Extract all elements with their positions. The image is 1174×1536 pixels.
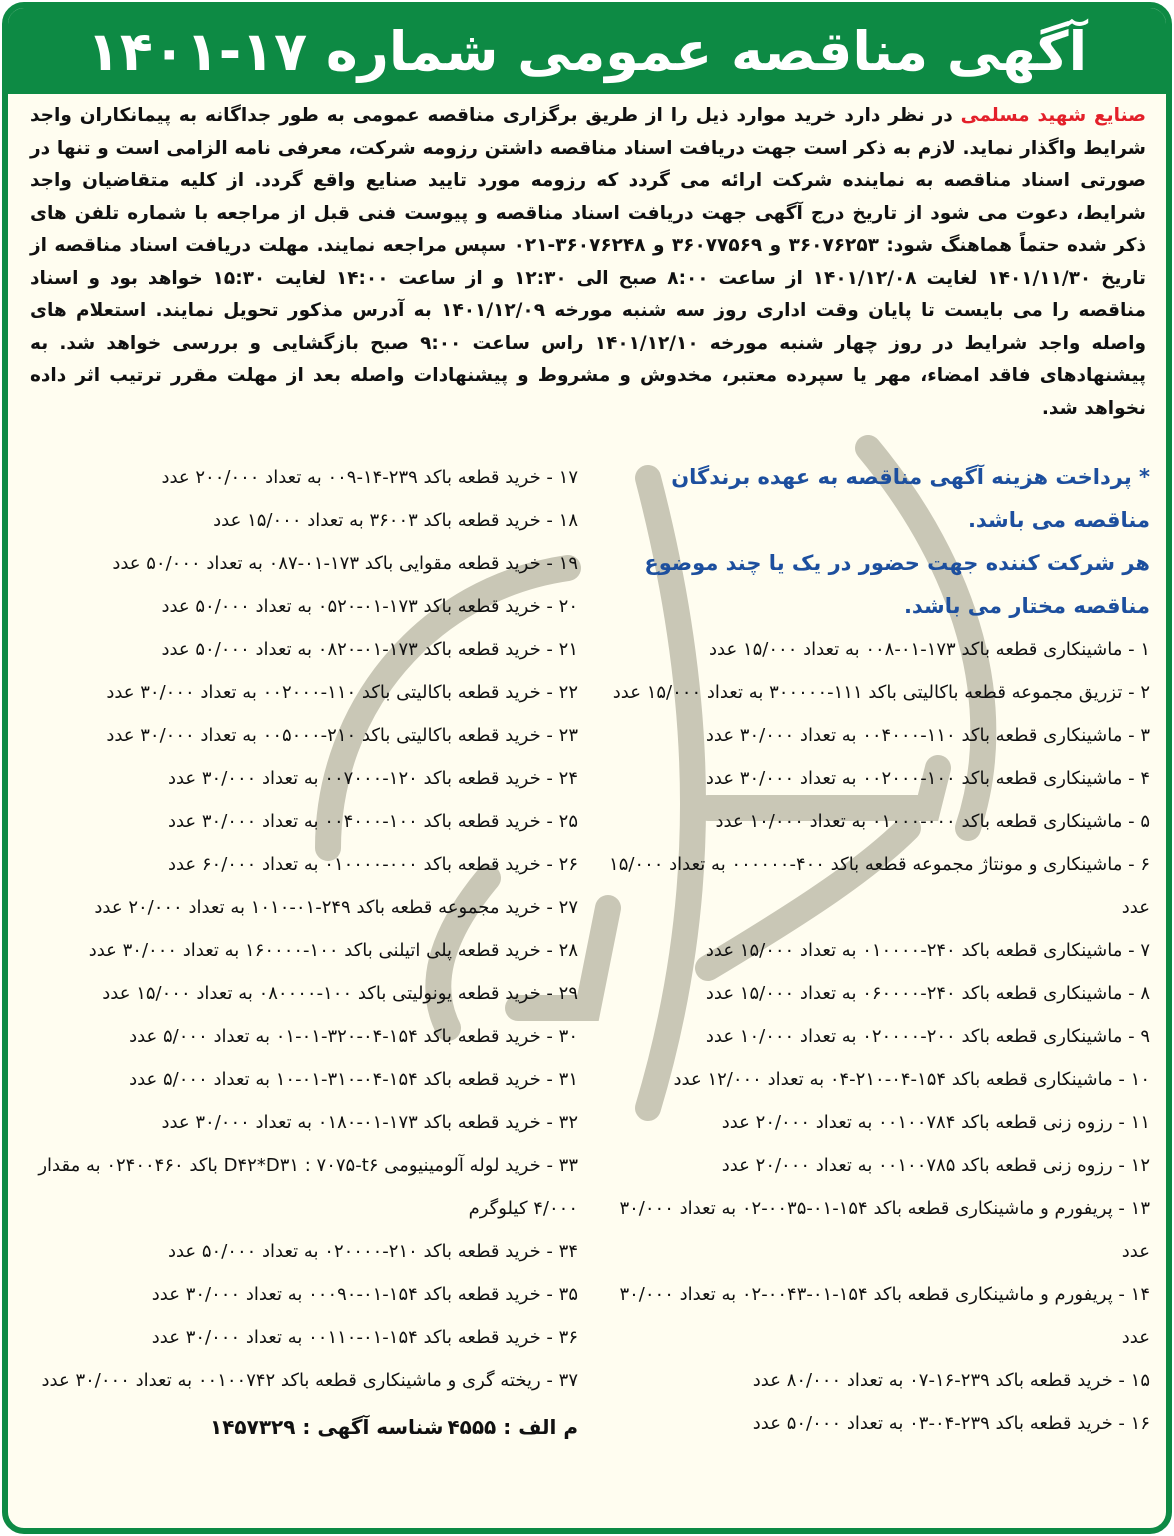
tender-item: ۷ - ماشینکاری قطعه باکد ۲۴۰-۰۱۰۰۰۰ به تعداد ۱۵/۰۰۰ عدد: [705, 940, 1150, 961]
footer: [30, 1406, 578, 1449]
tender-item: ۲۹ - خرید قطعه یونولیتی باکد ۱۰۰-۰۸۰۰۰۰ به تعداد ۱۵/۰۰۰ عدد: [102, 983, 578, 1004]
tender-item: ۱۱ - رزوه زنی قطعه باکد ۰۰۱۰۰۷۸۴ به تعداد ۲۰/۰۰۰ عدد: [721, 1112, 1150, 1133]
tender-item: ۳۳ - خرید لوله آلومینیومی D۴۲*D۳۱ : ۷۰۷۵-t۶ باکد ۰۲۴۰۰۴۶۰ به مقدار ۴/۰۰۰ کیلوگرم: [38, 1155, 578, 1219]
tender-item: ۱۸ - خرید قطعه باکد ۳۶۰۰۳ به تعداد ۱۵/۰۰۰ عدد: [213, 510, 578, 531]
tender-item: ۲۸ - خرید قطعه پلی اتیلنی باکد ۱۰۰-۱۶۰۰۰۰ به تعداد ۳۰/۰۰۰ عدد: [88, 940, 578, 961]
tender-item: ۳۶ - خرید قطعه باکد ۱۵۴-۰۱-۰۰۱۱۰ به تعداد ۳۰/۰۰۰ عدد: [151, 1327, 578, 1348]
ad-id: شناسه آگهی : ۱۴۵۷۳۲۹: [210, 1415, 444, 1439]
tender-item: ۶ - ماشینکاری و مونتاژ مجموعه قطعه باکد ۴۰۰-۰۰۰۰۰۰ به تعداد ۱۵/۰۰۰ عدد: [609, 854, 1150, 918]
tender-item: ۳۵ - خرید قطعه باکد ۱۵۴-۰۱-۰۰۰۹۰ به تعداد ۳۰/۰۰۰ عدد: [151, 1284, 578, 1305]
tender-item: ۱ - ماشینکاری قطعه باکد ۱۷۳-۰۱-۰۰۸ به تعداد ۱۵/۰۰۰ عدد: [709, 639, 1150, 660]
items-column-left: [30, 456, 578, 1449]
tender-item: ۴ - ماشینکاری قطعه باکد ۱۰۰-۰۰۲۰۰۰ به تعداد ۳۰/۰۰۰ عدد: [705, 768, 1150, 789]
tender-item: ۵ - ماشینکاری قطعه باکد ۰۰۰-۰۱۰۰۰ به تعداد ۱۰/۰۰۰ عدد: [715, 811, 1150, 832]
tender-item: ۳۷ - ریخته گری و ماشینکاری قطعه باکد ۰۰۱۰۰۷۴۲ به تعداد ۳۰/۰۰۰ عدد: [41, 1370, 578, 1391]
tender-item: ۸ - ماشینکاری قطعه باکد ۲۴۰-۰۶۰۰۰۰ به تعداد ۱۵/۰۰۰ عدد: [705, 983, 1150, 1004]
tender-item: ۲۷ - خرید مجموعه قطعه باکد ۲۴۹-۰۱-۱۰۱۰ به تعداد ۲۰/۰۰۰ عدد: [94, 897, 578, 918]
tender-item: ۲۶ - خرید قطعه باکد ۰۰۰-۰۱۰۰۰۰ به تعداد ۶۰/۰۰۰ عدد: [167, 854, 578, 875]
tender-item: ۱۹ - خرید قطعه مقوایی باکد ۱۷۳-۰۱-۰۸۷ به تعداد ۵۰/۰۰۰ عدد: [112, 553, 578, 574]
items-column-right: [602, 456, 1150, 1445]
tender-item: ۱۲ - رزوه زنی قطعه باکد ۰۰۱۰۰۷۸۵ به تعداد ۲۰/۰۰۰ عدد: [721, 1155, 1150, 1176]
tender-item: ۱۵ - خرید قطعه باکد ۲۳۹-۱۶-۰۷ به تعداد ۸۰/۰۰۰ عدد: [752, 1370, 1150, 1391]
tender-item: ۱۴ - پریفورم و ماشینکاری قطعه باکد ۱۵۴-۰۱-۰۰۴۳-۰۲ به تعداد ۳۰/۰۰۰ عدد: [619, 1284, 1150, 1348]
company-name: صنایع شهید مسلمی: [960, 105, 1147, 126]
tender-item: ۱۰ - ماشینکاری قطعه باکد ۱۵۴-۰۴-۲۱۰-۰۴ به تعداد ۱۲/۰۰۰ عدد: [673, 1069, 1150, 1090]
item-list-left: [30, 456, 578, 1402]
tender-ad: [2, 2, 1172, 1534]
tender-item: ۱۳ - پریفورم و ماشینکاری قطعه باکد ۱۵۴-۰۱-۰۰۳۵-۰۲ به تعداد ۳۰/۰۰۰ عدد: [619, 1198, 1150, 1262]
ref-number: م الف : ۴۵۵۵: [447, 1415, 578, 1439]
note-payment: * پرداخت هزینه آگهی مناقصه به عهده برندگان مناقصه می باشد.: [671, 465, 1150, 532]
tender-item: ۳۱ - خرید قطعه باکد ۱۵۴-۰۴-۳۱۰-۰۱-۱۰ به تعداد ۵/۰۰۰ عدد: [129, 1069, 578, 1090]
item-list-right: [602, 628, 1150, 1445]
intro-paragraph: [30, 100, 1146, 425]
page-title: آگهی مناقصه عمومی شماره ۱۷-۱۴۰۱: [86, 19, 1088, 83]
tender-item: ۱۶ - خرید قطعه باکد ۲۳۹-۰۴-۰۳ به تعداد ۵۰/۰۰۰ عدد: [752, 1413, 1150, 1434]
tender-item: ۲۰ - خرید قطعه باکد ۱۷۳-۰۱-۰۵۲۰ به تعداد ۵۰/۰۰۰ عدد: [161, 596, 578, 617]
tender-item: ۹ - ماشینکاری قطعه باکد ۲۰۰-۰۲۰۰۰۰ به تعداد ۱۰/۰۰۰ عدد: [705, 1026, 1150, 1047]
tender-item: ۲۲ - خرید قطعه باکالیتی باکد ۱۱۰-۰۰۲۰۰۰ به تعداد ۳۰/۰۰۰ عدد: [106, 682, 578, 703]
tender-item: ۲۵ - خرید قطعه باکد ۱۰۰-۰۰۴۰۰۰ به تعداد ۳۰/۰۰۰ عدد: [167, 811, 578, 832]
tender-item: ۲۳ - خرید قطعه باکالیتی باکد ۲۱۰-۰۰۵۰۰۰ به تعداد ۳۰/۰۰۰ عدد: [106, 725, 578, 746]
tender-item: ۲۱ - خرید قطعه باکد ۱۷۳-۰۱-۰۸۲۰ به تعداد ۵۰/۰۰۰ عدد: [161, 639, 578, 660]
note-participation: هر شرکت کننده جهت حضور در یک یا چند موضوع مناقصه مختار می باشد.: [644, 551, 1150, 618]
tender-item: ۳۰ - خرید قطعه باکد ۱۵۴-۰۴-۳۲۰-۰۱-۰۱ به تعداد ۵/۰۰۰ عدد: [129, 1026, 578, 1047]
intro-text: در نظر دارد خرید موارد ذیل را از طریق برگزاری مناقصه عمومی به طور جداگانه به پیمانکاران واجد شرایط واگذار نماید. لازم به ذکر است جهت دریافت اسناد مناقصه داشتن رزومه شرکت، معرفی نامه الزامی است و تنها در صورتی اسناد مناقصه به نماینده شرکت ارائه می گردد که رزومه مورد تایید صنایع واقع گردد. از کلیه متقاضیان واجد شرایط، دعوت می شود از تاریخ درج آگهی جهت دریافت اسناد مناقصه و پیوست فنی قبل از مراجعه با شماره تلفن های ذکر شده حتماً هماهنگ شود: ۳۶۰۷۶۲۵۳ و ۳۶۰۷۷۵۶۹ و ۳۶۰۷۶۲۴۸-۰۲۱ سپس مراجعه نمایند. مهلت دریافت اسناد مناقصه از تاریخ ۱۴۰۱/۱۱/۳۰ لغایت ۱۴۰۱/۱۲/۰۸ از ساعت ۸:۰۰ صبح الی ۱۲:۳۰ و از ساعت ۱۴:۰۰ لغایت ۱۵:۳۰ خواهد بود و اسناد مناقصه را می بایست تا پایان وقت اداری روز سه شنبه مورخه ۱۴۰۱/۱۲/۰۹ به آدرس مذکور تحویل نمایند. استعلام های واصله واجد شرایط در روز چهار شنبه مورخه ۱۴۰۱/۱۲/۱۰ راس ساعت ۹:۰۰ صبح بازگشایی و بررسی خواهد شد. به پیشنهادهای فاقد امضاء، مهر یا سپرده معتبر، مخدوش و مشروط و پیشنهادات واصله بعد از مهلت مقرر ترتیب اثر داده نخواهد شد.: [30, 105, 1147, 419]
tender-item: ۳ - ماشینکاری قطعه باکد ۱۱۰-۰۰۴۰۰۰ به تعداد ۳۰/۰۰۰ عدد: [705, 725, 1150, 746]
tender-item: ۳۴ - خرید قطعه باکد ۲۱۰-۰۲۰۰۰۰ به تعداد ۵۰/۰۰۰ عدد: [167, 1241, 578, 1262]
tender-item: ۱۷ - خرید قطعه باکد ۲۳۹-۱۴-۰۰۹ به تعداد ۲۰۰/۰۰۰ عدد: [161, 467, 578, 488]
tender-item: ۲۴ - خرید قطعه باکد ۱۲۰-۰۰۷۰۰۰ به تعداد ۳۰/۰۰۰ عدد: [167, 768, 578, 789]
tender-item: ۳۲ - خرید قطعه باکد ۱۷۳-۰۱-۰۱۸۰ به تعداد ۳۰/۰۰۰ عدد: [161, 1112, 578, 1133]
tender-item: ۲ - تزریق مجموعه قطعه باکالیتی باکد ۱۱۱-۳۰۰۰۰۰ به تعداد ۱۵/۰۰۰ عدد: [612, 682, 1150, 703]
header-band: [8, 8, 1166, 94]
